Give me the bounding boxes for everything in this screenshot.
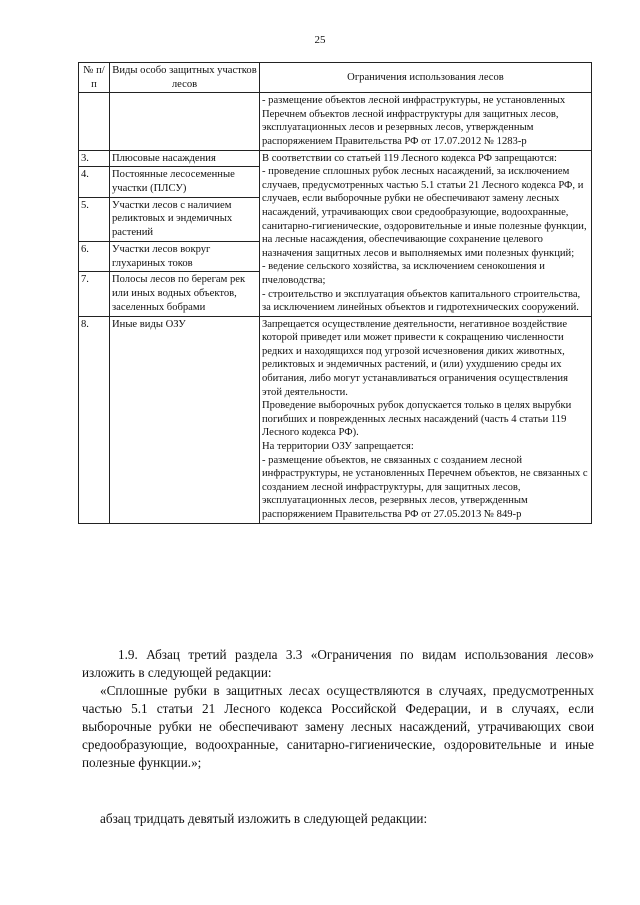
row-type: Иные виды ОЗУ [110, 316, 260, 523]
amendment-paragraph-39: абзац тридцать девятый изложить в следующей редакции: [100, 811, 428, 826]
header-restrictions: Ограничения использования лесов [260, 63, 592, 93]
amendment-paragraph-1-9: 1.9. Абзац третий раздела 3.3 «Ограничения по видам использования лесов» изложить в следующей редакции: [82, 647, 594, 680]
table-row [79, 316, 592, 523]
row-num: 3. [79, 150, 110, 167]
continued-num-cell [79, 93, 110, 150]
amendment-quote-paragraph: «Сплошные рубки в защитных лесах осуществляются в случаях, предусмотренных частью 5.1 статьи 21 Лесного кодекса Российской Федерации, и в случаях, если выборочные рубки не обеспечивают замену лесных насаждений, утрачивающих свои средообразующие, водоохранные, санитарно-гигиенические, оздоровительные и иные полезные функции.»; [82, 683, 594, 770]
table-row [79, 150, 592, 167]
row-type: Постоянные лесосеменные участки (ПЛСУ) [110, 167, 260, 197]
header-type: Виды особо защитных участков лесов [110, 63, 260, 93]
page-number: 25 [314, 34, 326, 46]
continued-type-cell [110, 93, 260, 150]
restriction-paragraph: - ведение сельского хозяйства, за исключением сенокошения и пчеловодства; [262, 261, 545, 286]
restriction-paragraph: - размещение объектов, не связанных с созданием лесной инфраструктуры, не установленных Перечнем объектов, не связанных с созданием лесной инфраструктуры, для защитных лесов, эксплуатационных лесов, резервных лесов, утвержденным распоряжением Правительства РФ от 27.05.2013 № 849-р [262, 454, 588, 520]
continued-restrictions-cell: - размещение объектов лесной инфраструктуры, не установленных Перечнем объектов лесной инфраструктуры для защитных лесов, эксплуатационных лесов и резервных лесов, утвержденным распоряжением Правительства РФ от 17.07.2012 № 1283-р [260, 93, 592, 150]
row-num: 5. [79, 197, 110, 241]
group-restrictions-cell [260, 150, 592, 316]
table-header-row [79, 63, 592, 93]
row-type: Плюсовые насаждения [110, 150, 260, 167]
row-type: Участки лесов вокруг глухариных токов [110, 241, 260, 271]
row-num: 7. [79, 272, 110, 316]
restriction-paragraph: В соответствии со статьей 119 Лесного кодекса РФ запрещаются: [262, 152, 557, 164]
row-type: Участки лесов с наличием реликтовых и эндемичных растений [110, 197, 260, 241]
restriction-paragraph: - проведение сплошных рубок лесных насаждений, за исключением случаев, предусмотренных частью 5.1 статьи 21 Лесного кодекса РФ, и случаев, если выборочные рубки не обеспечивают замену лесных насаждений, утрачивающих свои средообразующие, водоохранные, санитарно-гигиенические, оздоровительные и иные полезные функции, на лесные насаждения, обеспечивающие сохранение целевого назначения защитных лесов и выполняемых ими полезных функций; [262, 166, 587, 259]
restriction-paragraph: На территории ОЗУ запрещается: [262, 441, 414, 453]
row-type: Полосы лесов по берегам рек или иных водных объектов, заселенных бобрами [110, 272, 260, 316]
table-row-continued [79, 93, 592, 150]
restriction-paragraph: Запрещается осуществление деятельности, негативное воздействие которой приведет или может привести к сокращению численности редких и находящихся под угрозой исчезновения диких животных, реликтовых и эндемичных растений, и (или) ухудшению среды их обитания, либо могут устанавливаться ограничения осуществления этой деятельности. [262, 318, 568, 398]
row-num: 6. [79, 241, 110, 271]
restriction-paragraph: Проведение выборочных рубок допускается только в целях вырубки погибших и поврежденных лесных насаждений (часть 4 статьи 119 Лесного кодекса РФ). [262, 400, 572, 439]
header-num: № п/п [79, 63, 110, 93]
restrictions-table [78, 62, 592, 524]
row8-restrictions-cell [260, 316, 592, 523]
row-num: 4. [79, 167, 110, 197]
restriction-paragraph: - строительство и эксплуатация объектов капитального строительства, за исключением линейных объектов и гидротехнических сооружений. [262, 288, 581, 314]
row-num: 8. [79, 316, 110, 523]
